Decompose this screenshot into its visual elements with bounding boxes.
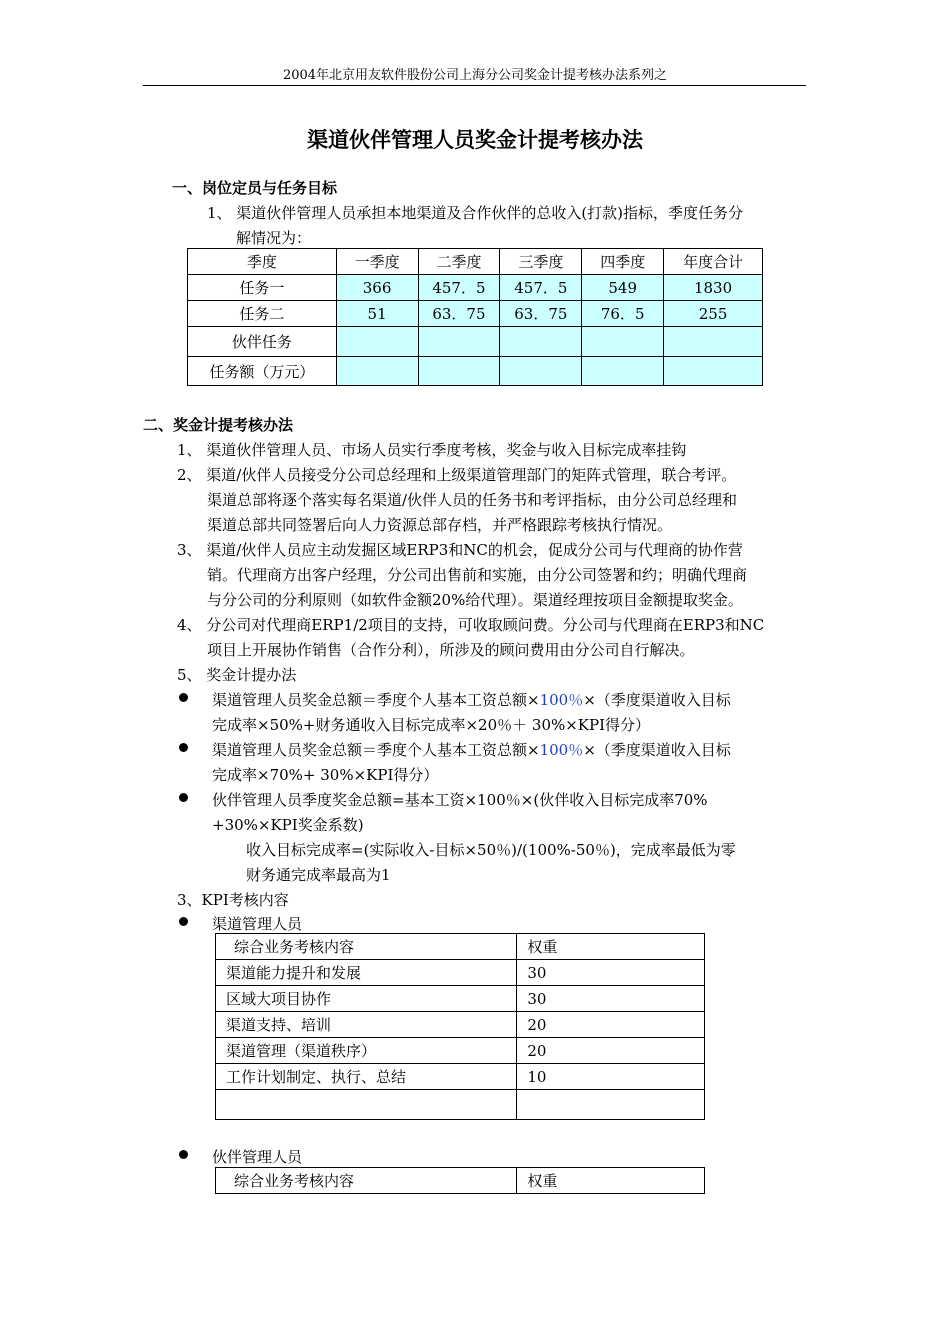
table-cell: 457．5 (418, 275, 500, 301)
section2-line: 4、 分公司对代理商ERP1/2项目的支持，可收取顾问费。分公司与代理商在ERP3和NC (177, 616, 765, 634)
table-cell (582, 327, 664, 357)
kpi-table-channel (215, 933, 705, 1120)
row-label: 任务一 (188, 275, 337, 301)
note-line: 收入目标完成率=(实际收入-目标×50％)/(100%-50％)，完成率最低为零 (246, 841, 736, 859)
table-cell (664, 327, 763, 357)
note-line: 财务通完成率最高为1 (246, 866, 391, 884)
formula-text: 渠道管理人员奖金总额＝季度个人基本工资总额× (212, 741, 540, 759)
table-cell (336, 327, 418, 357)
table-cell (500, 357, 582, 386)
kpi-group-label: 渠道管理人员 (212, 915, 303, 933)
table-cell: 457．5 (500, 275, 582, 301)
bullet-icon (179, 917, 188, 926)
table-cell: 20 (517, 1038, 705, 1064)
table-cell: 区域大项目协作 (216, 986, 517, 1012)
row-label: 伙伴任务 (188, 327, 337, 357)
table-cell: 63．75 (500, 301, 582, 327)
formula-text: 渠道管理人员奖金总额＝季度个人基本工资总额× (212, 691, 540, 709)
formula-line: 伙伴管理人员季度奖金总额=基本工资×100％×(伙伴收入目标完成率70% (212, 791, 708, 809)
table-header: 权重 (517, 934, 705, 960)
row-label: 任务额（万元） (188, 357, 337, 386)
table-header: 权重 (517, 1168, 705, 1194)
table-header: 年度合计 (664, 249, 763, 275)
table-cell: 366 (336, 275, 418, 301)
table-header: 综合业务考核内容 (216, 1168, 517, 1194)
table-row (216, 1038, 705, 1064)
table-cell: 255 (664, 301, 763, 327)
table-row (188, 275, 763, 301)
kpi-table-partner (215, 1167, 705, 1194)
table-header: 四季度 (582, 249, 664, 275)
kpi-group-label: 伙伴管理人员 (212, 1148, 303, 1166)
kpi-heading: 3、KPI考核内容 (177, 891, 289, 909)
bullet-icon (179, 793, 188, 802)
section1-heading: 一、岗位定员与任务目标 (172, 179, 338, 197)
table-cell (418, 327, 500, 357)
section2-line: 2、 渠道/伙伴人员接受分公司总经理和上级渠道管理部门的矩阵式管理，联合考评。 (177, 466, 737, 484)
section2-line: 1、 渠道伙伴管理人员、市场人员实行季度考核，奖金与收入目标完成率挂钩 (177, 441, 687, 459)
section2-line: 渠道总部共同签署后向人力资源总部存档，并严格跟踪考核执行情况。 (207, 516, 673, 534)
table-cell: 渠道能力提升和发展 (216, 960, 517, 986)
table-cell: 10 (517, 1064, 705, 1090)
bullet-icon (179, 693, 188, 702)
table-cell: 渠道支持、培训 (216, 1012, 517, 1038)
table-header-row (216, 934, 705, 960)
table-row (216, 1090, 705, 1120)
table-cell: 51 (336, 301, 418, 327)
formula-line: 完成率×70%+ 30%×KPI得分） (212, 766, 439, 784)
table-cell (336, 357, 418, 386)
section2-line: 项目上开展协作销售（合作分利），所涉及的顾问费用由分公司自行解决。 (207, 641, 695, 659)
table-header: 二季度 (418, 249, 500, 275)
formula-text: ×（季度渠道收入目标 (583, 741, 731, 759)
table-row (188, 301, 763, 327)
formula-line: +30%×KPI奖金系数) (212, 816, 364, 834)
section1-item1-line1: 1、 渠道伙伴管理人员承担本地渠道及合作伙伴的总收入(打款)指标，季度任务分 (207, 204, 744, 222)
table-cell: 工作计划制定、执行、总结 (216, 1064, 517, 1090)
section1-item1-line2: 解情况为： (236, 229, 312, 247)
table-cell (517, 1090, 705, 1120)
page-header: 2004年北京用友软件股份公司上海分公司奖金计提考核办法系列之 (282, 68, 668, 83)
table-cell: 76．5 (582, 301, 664, 327)
table-cell: 30 (517, 986, 705, 1012)
table-header: 季度 (188, 249, 337, 275)
table-cell: 1830 (664, 275, 763, 301)
section2-line: 5、 奖金计提办法 (177, 666, 297, 684)
table-cell (500, 327, 582, 357)
section2-line: 销。代理商方出客户经理，分公司出售前和实施，由分公司签署和约；明确代理商 (207, 566, 748, 584)
table-cell: 30 (517, 960, 705, 986)
table-header-row (216, 1168, 705, 1194)
row-label: 任务二 (188, 301, 337, 327)
table-cell: 549 (582, 275, 664, 301)
formula-percent: 100％ (539, 741, 584, 759)
section2-line: 渠道总部将逐个落实每名渠道/伙伴人员的任务书和考评指标，由分公司总经理和 (207, 491, 738, 509)
formula-line (212, 739, 731, 760)
formula-line: 完成率×50%+财务通收入目标完成率×20％＋ 30%×KPI得分） (212, 716, 651, 734)
table-header: 综合业务考核内容 (216, 934, 517, 960)
header-rule (143, 85, 806, 86)
bullet-icon (179, 743, 188, 752)
table-header: 三季度 (500, 249, 582, 275)
table-row (188, 327, 763, 357)
table-cell (418, 357, 500, 386)
table-cell: 20 (517, 1012, 705, 1038)
table-row (216, 986, 705, 1012)
section2-line: 3、 渠道/伙伴人员应主动发掘区域ERP3和NC的机会，促成分公司与代理商的协作营 (177, 541, 743, 559)
table-header-row (188, 249, 763, 275)
quarterly-task-table (187, 248, 763, 386)
section2-heading: 二、奖金计提考核办法 (143, 416, 294, 434)
table-header: 一季度 (336, 249, 418, 275)
table-row (216, 1064, 705, 1090)
section2-line: 与分公司的分利原则（如软件金额20%给代理）。渠道经理按项目金额提取奖金。 (207, 591, 743, 609)
table-cell: 渠道管理（渠道秩序） (216, 1038, 517, 1064)
table-row (216, 960, 705, 986)
table-row (216, 1012, 705, 1038)
document-title: 渠道伙伴管理人员奖金计提考核办法 (307, 128, 643, 152)
table-row (188, 357, 763, 386)
formula-percent: 100％ (539, 691, 584, 709)
formula-text: ×（季度渠道收入目标 (583, 691, 731, 709)
table-cell: 63．75 (418, 301, 500, 327)
table-cell (582, 357, 664, 386)
bullet-icon (179, 1150, 188, 1159)
table-cell (216, 1090, 517, 1120)
table-cell (664, 357, 763, 386)
formula-line (212, 689, 731, 710)
